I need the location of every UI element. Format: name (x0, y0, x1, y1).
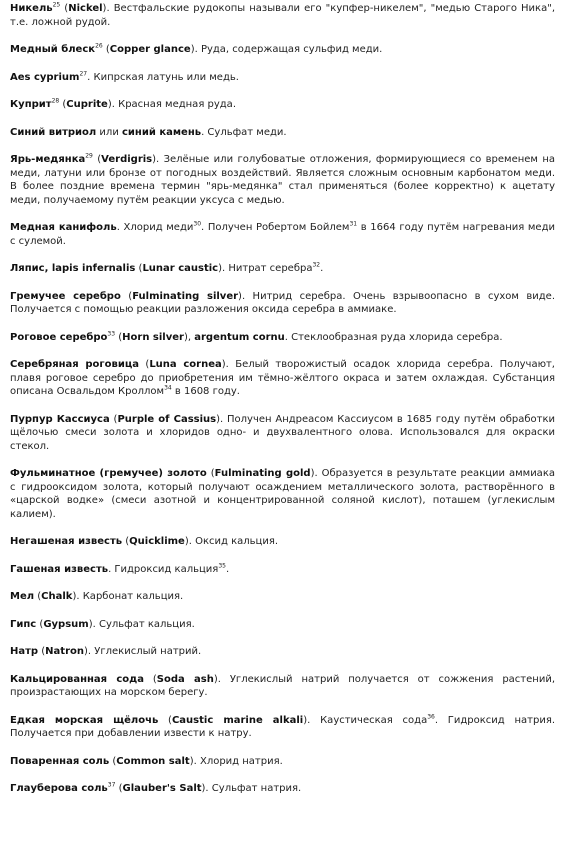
entry-common-salt (10, 755, 555, 769)
definition-text: . Сульфат меди. (201, 126, 287, 138)
term: Caustic marine alkali (171, 714, 304, 726)
footnote-ref: 37 (107, 781, 116, 789)
definition-text: . Гидроксид натрия. Получается при добавлении извести к натру. (10, 714, 556, 739)
term: Медная канифоль (10, 222, 117, 233)
term: Aes cyprium (10, 71, 80, 83)
term: Синий витриол (10, 126, 97, 138)
definition-text: ( (135, 263, 143, 274)
definition-text: ). Оксид кальция. (184, 536, 279, 547)
definition-text: в 1664 году путём нагревания меди с сулемой. (10, 222, 555, 247)
term: Натр (10, 646, 39, 657)
term: Chalk (41, 591, 73, 602)
term: Cuprite (66, 99, 108, 110)
term: Ляпис, lapis infernalis (10, 263, 136, 274)
entry-blue-vitriol (10, 126, 555, 140)
term: Поваренная соль (10, 755, 110, 767)
entry-slaked-lime (10, 563, 555, 577)
entry-luna-cornea (10, 358, 555, 399)
entry-gypsum (10, 618, 555, 632)
definition-text: ). Карбонат кальция. (72, 591, 184, 602)
definition-text: ). Углекислый натрий получается от сожжения растений, произрастающих на морском берегу. (10, 673, 555, 698)
term: Natron (45, 646, 84, 657)
definition-text: ( (115, 331, 123, 343)
entry-fulminating-gold (10, 467, 555, 521)
term: Soda ash (156, 673, 214, 685)
term: Мел (10, 591, 35, 602)
entry-lunar-caustic (10, 262, 555, 276)
definition-text: ( (36, 618, 44, 630)
term: Кальцированная сода (10, 673, 144, 685)
definition-text: ). Сульфат натрия. (201, 783, 302, 794)
term: Fulminating gold (214, 468, 311, 479)
term: argentum cornu (194, 331, 285, 343)
definition-text: ). Хлорид натрия. (189, 755, 283, 767)
term: Негашеная известь (10, 536, 123, 547)
definition-text: ). Получен Андреасом Кассиусом в 1685 году путём обработки щёлочью смеси золота и хлоридов одно- и двухвалентного олова. Использовался для окраски стекол. (10, 413, 556, 452)
term: Ярь-медянка (10, 154, 86, 165)
definition-text: ( (120, 290, 133, 302)
definition-text: ). Каустическая сода (303, 714, 428, 726)
term: Fulminating silver (132, 290, 239, 302)
footnote-ref: 29 (85, 152, 93, 160)
entry-fulminating-silver (10, 290, 555, 317)
term: Verdigris (101, 154, 153, 165)
footnote-ref: 27 (79, 70, 88, 78)
term: Common salt (116, 755, 190, 767)
definition-text: ( (115, 783, 123, 794)
definition-text: ( (139, 359, 150, 370)
entry-copper-glance (10, 43, 555, 57)
term: Куприт (10, 99, 52, 110)
term: Purple of Cassius (117, 413, 217, 425)
entry-aes-cyprium (10, 71, 555, 85)
definition-text: или (96, 126, 122, 138)
term: Lunar caustic (142, 263, 219, 274)
footnote-ref: 35 (218, 562, 226, 570)
term: Гашеная известь (10, 563, 109, 575)
definition-text: . Стеклообразная руда хлорида серебра. (284, 331, 503, 343)
term: Horn silver (122, 331, 184, 343)
footnote-ref: 32 (312, 261, 321, 269)
definition-text: ( (38, 646, 46, 657)
definition-text: . Кипрская латунь или медь. (87, 71, 239, 83)
definition-text: ( (92, 154, 102, 165)
definition-text: ( (102, 44, 110, 55)
entry-nickel (10, 2, 555, 29)
term: Гремучее серебро (10, 290, 121, 302)
definition-text: ). Белый творожистый осадок хлорида серебра. Получают, плавя роговое серебро до приобретения им тёмно-жёлтого окраса и затем охлаждая. Субстанция описана Освальдом Кроллом (10, 359, 555, 397)
definition-text: ). Образуется в результате реакции аммиака с гидрооксидом золота, который получают осаждением металлического золота, растворённого в «царской водке» (смеси азотной и концентрированной соляной кислот), поташем (углекислым калием). (10, 468, 555, 520)
term: Серебряная роговица (10, 359, 140, 370)
definition-text: ). Нитрид серебра. Очень взрывоопасно в сухом виде. Получается с помощью реакции разложения оксида серебра в аммиаке. (10, 290, 556, 315)
definition-text: ). Руда, содержащая сульфид меди. (190, 44, 383, 55)
entry-cuprite (10, 98, 555, 112)
definition-text: ). Нитрат серебра (218, 263, 313, 274)
term: Glauber's Salt (122, 783, 202, 794)
term: Nickel (68, 3, 103, 14)
definition-text: . Хлорид меди (116, 222, 194, 233)
definition-text: ). Зелёные или голубоватые отложения, формирующиеся со временем на меди, латуни или бронзе от погодных воздействий. Является сложным основным карбонатом меди. В более поздние времена термин "ярь-медянка" стал применяться (более корректно) к ацетату меди, получаемому путём реакции уксуса с медью. (10, 154, 555, 206)
term: Фульминатное (гремучее) золото (10, 468, 207, 479)
term: Пурпур Кассиуса (10, 413, 110, 425)
definition-text: ( (109, 755, 117, 767)
term: Copper glance (109, 44, 191, 55)
footnote-ref: 33 (107, 330, 116, 338)
footnote-ref: 36 (427, 713, 435, 721)
term: Глауберова соль (10, 783, 108, 794)
footnote-ref: 31 (349, 220, 358, 228)
definition-text: . Гидроксид кальция (108, 563, 219, 575)
term: Роговое серебро (10, 331, 108, 343)
entry-soda-ash (10, 673, 555, 700)
definition-text: ). Сульфат кальция. (88, 618, 195, 630)
term: Luna cornea (149, 359, 222, 370)
definition-text: в 1608 году. (171, 386, 240, 397)
definition-text: ( (158, 714, 172, 726)
definition-text: . Получен Робертом Бойлем (201, 222, 350, 233)
term: Медный блеск (10, 44, 96, 55)
definition-text: ( (34, 591, 42, 602)
entry-verdigris (10, 153, 555, 207)
entry-quicklime (10, 535, 555, 549)
definition-text: ( (109, 413, 118, 425)
term: Едкая морская щёлочь (10, 714, 159, 726)
definition-text: ), (183, 331, 195, 343)
definition-text: ( (206, 468, 215, 479)
definition-text: ). Углекислый натрий. (84, 646, 202, 657)
entry-purple-of-cassius (10, 413, 555, 454)
entry-chalk (10, 590, 555, 604)
term: Quicklime (129, 536, 185, 547)
definition-text: ( (60, 3, 69, 14)
term: синий камень (122, 126, 202, 138)
entry-glaubers-salt (10, 782, 555, 796)
footnote-ref: 26 (95, 42, 103, 50)
entry-natron (10, 645, 555, 659)
definition-text: ). Вестфальские рудокопы называли его "купфер-никелем", "медью Старого Ника", т.е. ложной рудой. (10, 3, 555, 28)
definition-text: . (225, 563, 230, 575)
term: Никель (10, 3, 53, 14)
entry-caustic-marine-alkali (10, 714, 555, 741)
definition-text: ( (59, 99, 67, 110)
term: Gypsum (43, 618, 89, 630)
footnote-ref: 28 (51, 97, 60, 105)
definition-text: ( (143, 673, 157, 685)
footnote-ref: 25 (52, 1, 61, 9)
footnote-ref: 30 (193, 220, 202, 228)
definition-text: . (320, 263, 324, 274)
term: Гипс (10, 618, 37, 630)
definition-text: ( (122, 536, 130, 547)
glossary-list (10, 2, 555, 796)
entry-copper-resin (10, 221, 555, 248)
footnote-ref: 34 (164, 384, 172, 392)
definition-text: ). Красная медная руда. (107, 99, 236, 110)
entry-horn-silver (10, 331, 555, 345)
